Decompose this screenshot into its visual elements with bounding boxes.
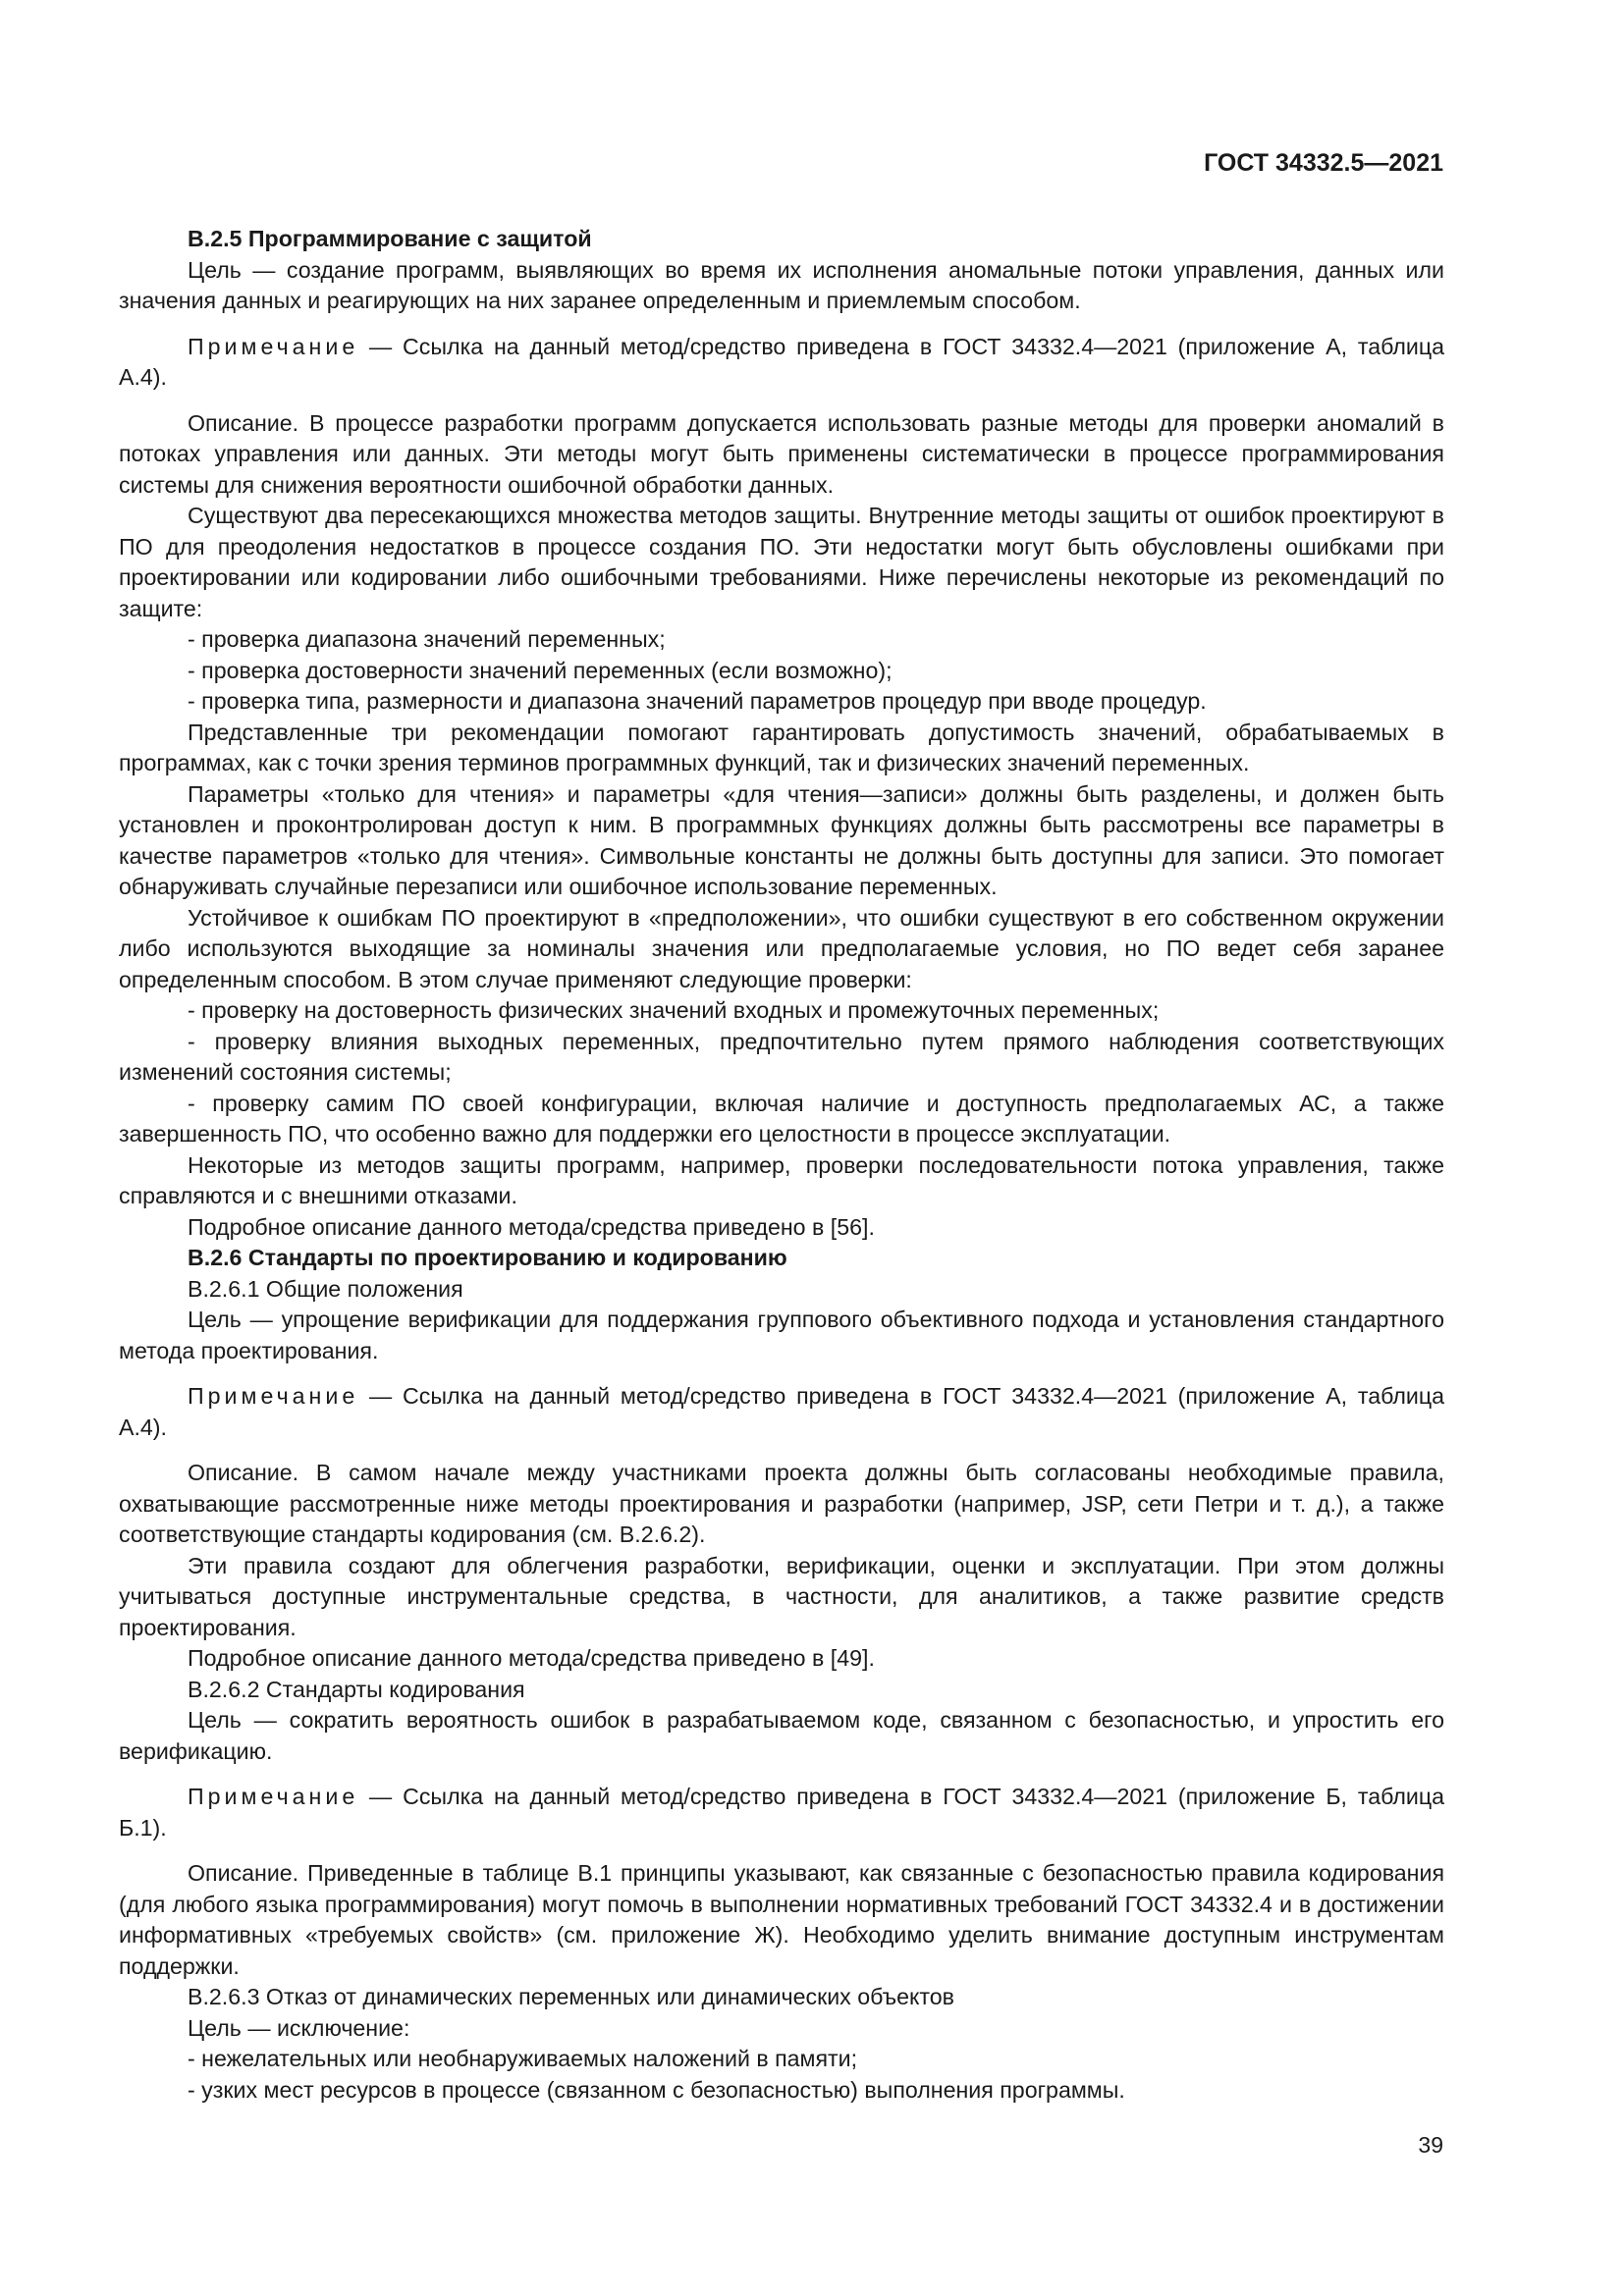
subsection-heading: В.2.6.2 Стандарты кодирования: [188, 1676, 525, 1702]
note-label: Примечание: [188, 1784, 359, 1809]
subsection-heading: В.2.6.1 Общие положения: [188, 1275, 463, 1302]
note-text: — Ссылка на данный метод/средство приведена в ГОСТ 34332.4—2021 (приложение А, таблица А.4).: [119, 333, 1444, 390]
subsection-heading: В.2.6.3 Отказ от динамических переменных или динамических объектов: [188, 1984, 954, 2009]
note-text: — Ссылка на данный метод/средство приведена в ГОСТ 34332.4—2021 (приложение А, таблица А.4).: [119, 1383, 1444, 1440]
paragraph: Некоторые из методов защиты программ, например, проверки последовательности потока управления, также справляются и с внешними отказами.: [119, 1151, 1444, 1208]
note-label: Примечание: [188, 333, 359, 359]
document-id: ГОСТ 34332.5—2021: [1204, 149, 1443, 177]
page-content: [119, 224, 1444, 2106]
paragraph: Описание. В процессе разработки программ допускается использовать разные методы для проверки аномалий в потоках управления или данных. Эти методы могут быть применены систематически в процессе программирования системы для снижения вероятности ошибочной обработки данных.: [119, 409, 1444, 498]
paragraph: Представленные три рекомендации помогают гарантировать допустимость значений, обрабатываемых в программах, как с точки зрения терминов программных функций, так и физических значений переменных.: [119, 719, 1444, 775]
paragraph: Существуют два пересекающихся множества методов защиты. Внутренние методы защиты от ошибок проектируют в ПО для преодоления недостатков в процессе создания ПО. Эти недостатки могут быть обусловлены ошибками при проектировании или кодировании либо ошибочными требованиями. Ниже перечислены некоторые из рекомендаций по защите:: [119, 503, 1444, 621]
list-item: - проверка типа, размерности и диапазона значений параметров процедур при вводе процедур.: [188, 688, 1207, 714]
paragraph: Цель — упрощение верификации для поддержания группового объективного подхода и установления стандартного метода проектирования.: [119, 1307, 1444, 1363]
note: [119, 1782, 1444, 1843]
reference-line: Подробное описание данного метода/средства приведено в [49].: [188, 1645, 875, 1671]
paragraph: Цель — создание программ, выявляющих во время их исполнения аномальные потоки управления, данных или значения данных и реагирующих на них заранее определенным и приемлемым способом.: [119, 256, 1444, 313]
paragraph: Описание. Приведенные в таблице В.1 принципы указывают, как связанные с безопасностью правила кодирования (для любого языка программирования) могут помочь в выполнении нормативных требований ГОСТ 34332.4 и в достижении информативных «требуемых свойств» (см. приложение Ж). Необходимо уделить внимание доступным инструментам поддержки.: [119, 1860, 1444, 1979]
list-item: - проверка диапазона значений переменных;: [188, 626, 666, 652]
paragraph: Эти правила создают для облегчения разработки, верификации, оценки и эксплуатации. При этом должны учитываться доступные инструментальные средства, в частности, для аналитиков, а также развитие средств проектирования.: [119, 1552, 1444, 1640]
paragraph: Описание. В самом начале между участниками проекта должны быть согласованы необходимые правила, охватывающие рассмотренные ниже методы проектирования и разработки (например, JSP, сети Петри и т. д.), а также соответствующие стандарты кодирования (см. В.2.6.2).: [119, 1460, 1444, 1547]
paragraph: Устойчивое к ошибкам ПО проектируют в «предположении», что ошибки существуют в его собственном окружении либо используются выходящие за номиналы значения или предполагаемые условия, но ПО ведет себя заранее определенным способом. В этом случае применяют следующие проверки:: [119, 904, 1444, 992]
list-item: - проверку влияния выходных переменных, предпочтительно путем прямого наблюдения соответствующих изменений состояния системы;: [119, 1028, 1444, 1085]
paragraph: Параметры «только для чтения» и параметры «для чтения—записи» должны быть разделены, и должен быть установлен и проконтролирован доступ к ним. В программных функциях должны быть рассмотрены все параметры в качестве параметров «только для чтения». Символьные константы не должны быть доступны для записи. Это помогает обнаруживать случайные перезаписи или ошибочное использование переменных.: [119, 780, 1444, 899]
reference-line: Подробное описание данного метода/средства приведено в [56].: [188, 1213, 875, 1240]
section-heading: В.2.5 Программирование с защитой: [188, 226, 592, 251]
list-item: - проверка достоверности значений переменных (если возможно);: [188, 657, 893, 683]
note: [119, 332, 1444, 394]
list-item: - узких мест ресурсов в процессе (связанном с безопасностью) выполнения программы.: [188, 2076, 1125, 2103]
page-number: 39: [1418, 2132, 1443, 2158]
paragraph: Цель — исключение:: [188, 2014, 410, 2041]
note: [119, 1381, 1444, 1443]
list-item: - проверку на достоверность физических значений входных и промежуточных переменных;: [188, 997, 1160, 1023]
note-text: — Ссылка на данный метод/средство приведена в ГОСТ 34332.4—2021 (приложение Б, таблица Б.1).: [119, 1784, 1444, 1841]
list-item: - проверку самим ПО своей конфигурации, включая наличие и доступность предполагаемых АС, а также завершенность ПО, что особенно важно для поддержки его целостности в процессе эксплуатации.: [119, 1090, 1444, 1147]
list-item: - нежелательных или необнаруживаемых наложений в памяти;: [188, 2046, 858, 2071]
paragraph: Цель — сократить вероятность ошибок в разрабатываемом коде, связанном с безопасностью, и упростить его верификацию.: [119, 1707, 1444, 1764]
note-label: Примечание: [188, 1383, 359, 1409]
section-heading: В.2.6 Стандарты по проектированию и кодированию: [188, 1245, 787, 1270]
